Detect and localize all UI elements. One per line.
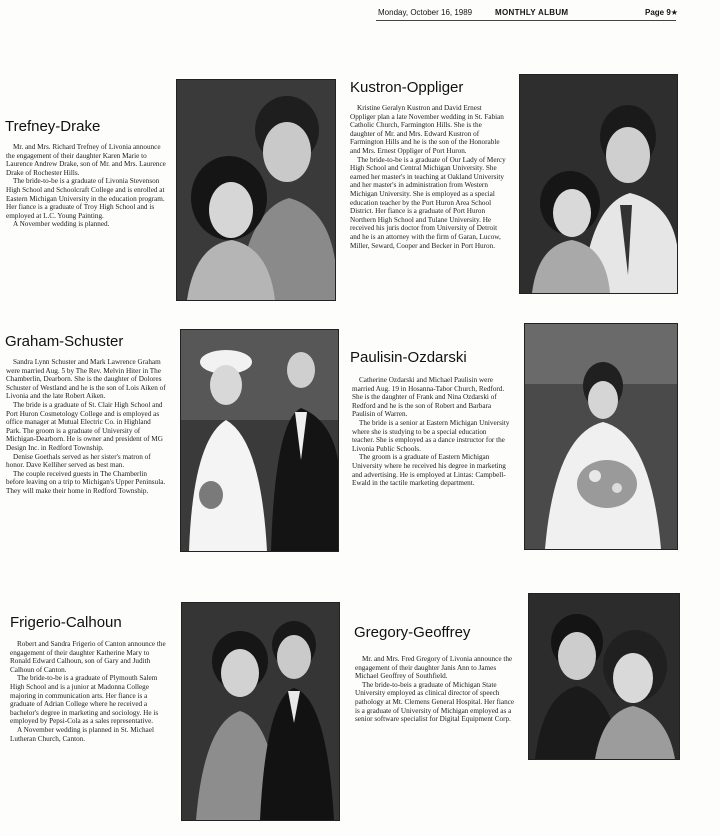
announcement-body-paulisin-ozdarski: Catherine Ozdarski and Michael Paulisin were married Aug. 19 in Hosanna-Tabor Church, Redford. She is the daughter of Frank and Nina Ozdarski of Redford and he is the son of Robert and Barbara Paulisin of Warren. The bride is a senior at Eastern Michigan University where she is studying to be a special education teacher. She is employed as a dance instructor for the Livonia Public Schools. The groom is a graduate of Eastern Michigan University where he received his degree in marketing and advertising. He is employed at Lintas: Campbell-Ewald in the tactile marketing department. <box>352 376 510 488</box>
section-name: MONTHLY ALBUM <box>495 8 569 17</box>
engagement-photo-kustron-oppliger <box>519 74 678 294</box>
page-number: Page 9★ <box>645 8 678 17</box>
announcement-body-kustron-oppliger: Kristine Geralyn Kustron and David Ernest Oppliger plan a late November wedding in St. Fabian Catholic Church, Farmington Hills. She is the daughter of Mr. and Mrs. Edward Kustron of Farmington Hills and he is the son of the Honorable and Mrs. Ernest Oppliger of Port Huron. The bride-to-be is a graduate of Our Lady of Mercy High School and Central Michigan University. She earned her master's in teaching at Oakland University and her master's in administration from Western Michigan University. She is employed as a special education teacher by the Port Huron Area School District. Her fiance is a graduate of Port Huron Northern High School and Tulane University. He received his juris doctor from University of Detroit and he is an attorney with the firm of Garan, Lucow, Miller, Seward, Cooper and Becker in Port Huron. <box>350 104 506 250</box>
announcement-title-kustron-oppliger: Kustron-Oppliger <box>350 79 464 96</box>
announcement-body-frigerio-calhoun: Robert and Sandra Frigerio of Canton announce the engagement of their daughter Katherine Mary to Ronald Edward Calhoun, son of Gary and Judith Calhoun of Canton. The bride-to-be is a graduate of Plymouth Salem High School and is a junior at Madonna College majoring in communication arts. Her fiance is a graduate of Adrian College where he received a bachelor's degree in marketing and sociology. He is employed by Pepsi-Cola as a sales representative. A November wedding is planned in St. Michael Lutheran Church, Canton. <box>10 640 166 743</box>
engagement-photo-frigerio-calhoun <box>181 602 340 821</box>
announcement-body-gregory-geoffrey: Mr. and Mrs. Fred Gregory of Livonia announce the engagement of their daughter Janis Ann to James Michael Geoffrey of Southfield. The bride-to-beis a graduate of Michigan State University employed as clinical director of speech pathology at Mt. Clemens General Hospital. Her fiance is a graduate of University of Michigan employed as a senior software specialist for Digital Equipment Corp. <box>355 655 515 724</box>
announcement-title-gregory-geoffrey: Gregory-Geoffrey <box>354 624 471 641</box>
announcement-title-graham-schuster: Graham-Schuster <box>5 333 124 350</box>
announcement-title-paulisin-ozdarski: Paulisin-Ozdarski <box>350 349 467 366</box>
issue-date: Monday, October 16, 1989 <box>378 8 473 17</box>
header-rule <box>376 20 676 21</box>
wedding-photo-graham-schuster <box>180 329 339 552</box>
engagement-photo-gregory-geoffrey <box>528 593 680 760</box>
announcement-body-graham-schuster: Sandra Lynn Schuster and Mark Lawrence Graham were married Aug. 5 by The Rev. Melvin Hiter in The Chamberlin, Dearborn. She is the daughter of Dolores Schuster of Westland and he is the son of Lois Aiken of Livonia and the late Robert Aiken. The bride is a graduate of St. Clair High School and Port Huron Cosmetology College and is employed as office manager at Mutual Electric Co. in Highland Park. The groom is a graduate of University of Michigan-Dearborn. He is owner and president of MG Design Inc. in Redford Township. Denise Goethals served as her sister's matron of honor. Dave Kelliher served as best man. The couple received guests in The Chamberlin before leaving on a trip to Michigan's Upper Peninsula. They will make their home in Redford Township. <box>6 358 166 495</box>
announcement-title-trefney-drake: Trefney-Drake <box>5 118 101 135</box>
announcement-body-trefney-drake: Mr. and Mrs. Richard Trefney of Livonia announce the engagement of their daughter Karen Marie to Laurence Andrew Drake, son of Mr. and Mrs. Laurence Drake of Rochester Hills. The bride-to-be is a graduate of Livonia Stevenson High School and Schoolcraft College and is enrolled at Eastern Michigan University in the education program. Her fiance is a graduate of Troy High School and is employed at L.C. Young Painting. A November wedding is planned. <box>6 143 166 229</box>
wedding-photo-paulisin-ozdarski <box>524 323 678 550</box>
engagement-photo-trefney-drake <box>176 79 336 301</box>
announcement-title-frigerio-calhoun: Frigerio-Calhoun <box>10 614 122 631</box>
